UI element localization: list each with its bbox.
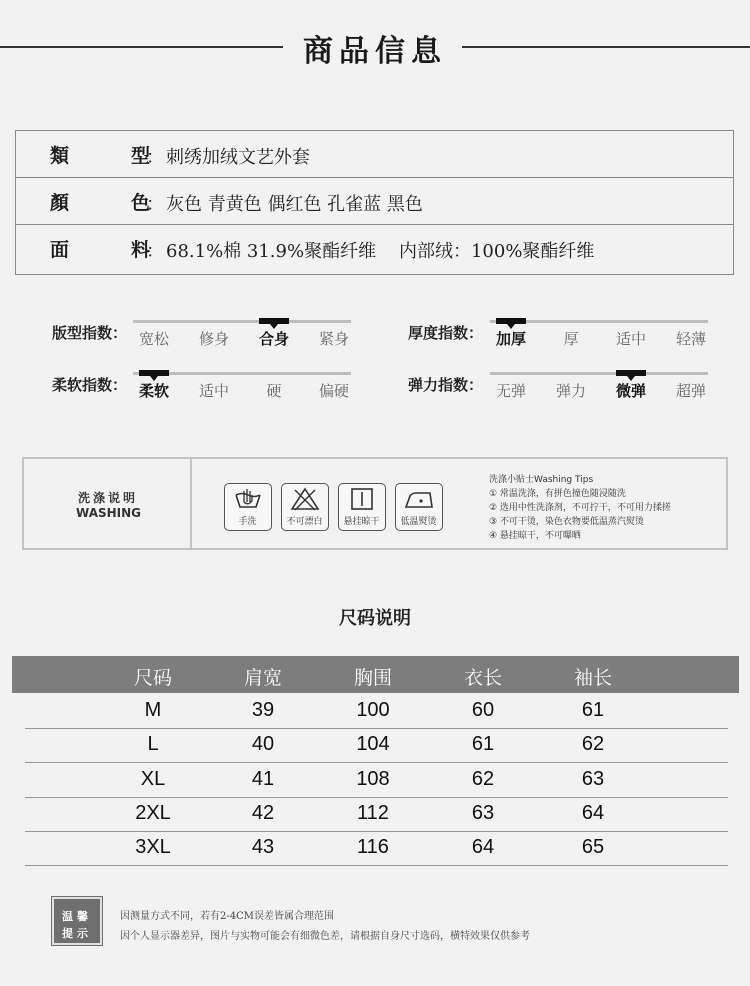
- notice-line: 因测量方式不同，若有2-4CM误差皆属合理范围: [120, 911, 334, 922]
- info-row-type: [16, 131, 733, 178]
- info-key: 面 料: [50, 239, 150, 261]
- table-cell: 42: [251, 801, 275, 824]
- index-marker: [139, 370, 169, 376]
- icon-label: 悬挂晾干: [343, 517, 380, 527]
- low-iron-icon: [395, 483, 443, 531]
- info-colon: ：: [146, 241, 164, 262]
- table-cell: 62: [471, 767, 495, 790]
- washing-tip: ③ 不可干烫，染色衣物要低温蒸汽熨烫: [489, 517, 644, 527]
- table-cell: 64: [471, 836, 495, 859]
- index-marker: [616, 370, 646, 376]
- index-option: 弹力: [555, 382, 586, 400]
- info-key: 顏 色: [50, 192, 150, 214]
- size-table-title: 尺码说明: [339, 608, 411, 629]
- header-rule-right: [462, 46, 750, 48]
- icon-label: 不可漂白: [286, 517, 323, 527]
- no-bleach-icon: [281, 483, 329, 531]
- column-header: 肩宽: [243, 667, 282, 689]
- size-table-header: [12, 656, 739, 693]
- table-row: [25, 797, 728, 832]
- index-label: 版型指数：: [52, 324, 128, 342]
- washing-tip: ② 选用中性洗涤剂，不可拧干，不可用力揉搓: [489, 503, 671, 513]
- table-cell: 63: [581, 767, 605, 790]
- table-cell: 60: [471, 699, 495, 721]
- table-cell: 39: [251, 699, 275, 721]
- info-value-fabric: 68.1%棉 31.9%聚酯纤维 内部绒：100%聚酯纤维: [166, 241, 595, 262]
- index-label: 厚度指数：: [408, 324, 484, 342]
- info-row-fabric: [16, 225, 733, 272]
- washing-tips-title: 洗涤小贴士Washing Tips: [489, 475, 594, 485]
- washing-tip: ④ 悬挂晾干，不可曝晒: [489, 531, 581, 541]
- table-cell: XL: [140, 767, 166, 790]
- index-option: 超弹: [675, 382, 706, 400]
- index-option: 适中: [615, 330, 646, 348]
- table-row: [25, 694, 728, 729]
- info-value-type: 刺绣加绒文艺外套: [166, 147, 310, 168]
- info-value-color: 灰色 青黄色 偶红色 孔雀蓝 黑色: [166, 194, 423, 215]
- washing-title-en: WASHING: [76, 506, 142, 520]
- info-colon: ：: [146, 147, 164, 168]
- table-cell: 41: [251, 767, 275, 790]
- index-option-selected: 加厚: [495, 330, 526, 348]
- info-key: 類 型: [50, 145, 150, 167]
- table-cell: 3XL: [135, 836, 171, 859]
- index-label: 弹力指数：: [408, 376, 484, 394]
- table-cell: 63: [471, 801, 495, 824]
- table-cell: 2XL: [135, 801, 171, 824]
- table-row: [25, 831, 728, 866]
- index-option: 轻薄: [675, 330, 706, 348]
- index-option: 偏硬: [318, 382, 349, 400]
- table-cell: 112: [357, 801, 389, 824]
- notice-line: 因个人显示器差异，图片与实物可能会有细微色差，请根据自身尺寸选码，横特效果仅供参考: [120, 931, 530, 942]
- column-header: 衣长: [463, 667, 502, 689]
- index-marker: [496, 318, 526, 324]
- index-option-selected: 柔软: [138, 382, 169, 400]
- washing-title: 洗涤说明: [78, 491, 139, 505]
- index-marker: [259, 318, 289, 324]
- table-cell: M: [144, 699, 162, 721]
- index-option-selected: 合身: [258, 330, 289, 348]
- table-cell: 116: [357, 836, 389, 859]
- table-cell: 104: [356, 733, 390, 756]
- washing-tip: ① 常温洗涤，有拼色撞色随浸随洗: [489, 489, 626, 499]
- info-colon: ：: [146, 194, 164, 215]
- hand-wash-icon: [224, 483, 272, 531]
- hang-dry-icon: [338, 483, 386, 531]
- table-cell: 43: [251, 836, 275, 859]
- index-option: 无弹: [495, 382, 526, 400]
- table-cell: 61: [581, 699, 605, 721]
- product-info-table: [15, 130, 734, 275]
- table-cell: 40: [251, 733, 275, 756]
- index-option: 紧身: [318, 330, 349, 348]
- index-option: 修身: [198, 330, 229, 348]
- page-title: 商品信息: [303, 34, 447, 69]
- index-option: 硬: [266, 382, 282, 400]
- table-cell: 65: [581, 836, 605, 859]
- index-option-selected: 微弹: [615, 382, 646, 400]
- index-track: [133, 320, 351, 323]
- icon-label: 手洗: [238, 517, 257, 527]
- washing-divider: [190, 459, 192, 548]
- table-cell: 62: [581, 733, 605, 756]
- column-header: 尺码: [133, 667, 172, 689]
- table-cell: 61: [471, 733, 495, 756]
- index-option: 适中: [198, 382, 229, 400]
- table-cell: 100: [356, 699, 390, 721]
- table-cell: 64: [581, 801, 605, 824]
- column-header: 胸围: [353, 667, 392, 689]
- header-rule-left: [0, 46, 283, 48]
- column-header: 袖长: [573, 667, 612, 689]
- table-cell: L: [147, 733, 159, 756]
- table-cell: 108: [356, 767, 390, 790]
- table-row: [25, 763, 728, 798]
- index-option: 厚: [563, 330, 579, 348]
- index-option: 宽松: [138, 330, 169, 348]
- notice-badge: 温馨 提示: [52, 897, 102, 945]
- table-row: [25, 728, 728, 763]
- index-track: [490, 372, 708, 375]
- info-row-color: [16, 178, 733, 225]
- washing-panel: [22, 457, 728, 550]
- index-label: 柔软指数：: [52, 376, 128, 394]
- icon-label: 低温熨烫: [400, 517, 437, 527]
